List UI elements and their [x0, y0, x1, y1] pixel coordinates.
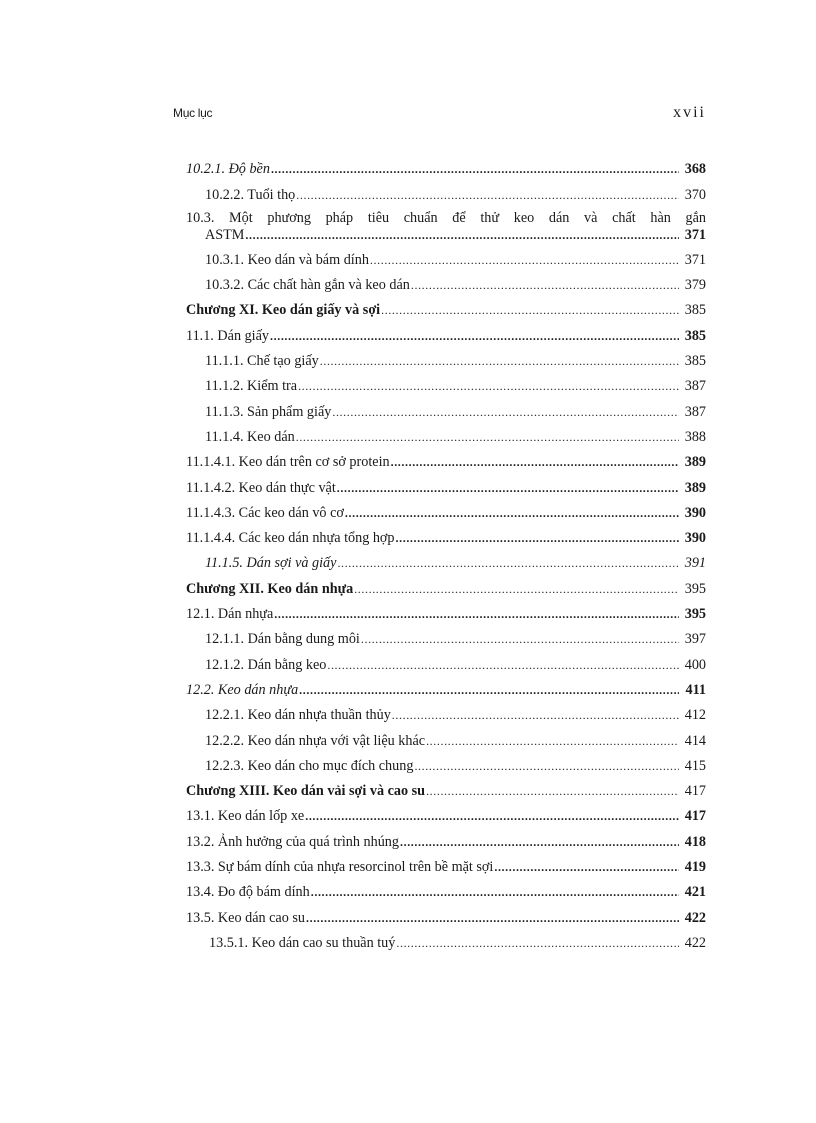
- toc-entry: [186, 269, 706, 294]
- toc-entry-leader: [337, 555, 679, 572]
- toc-entry: [186, 674, 706, 699]
- toc-entry-page: 419: [684, 859, 706, 876]
- toc-entry-label-line1: 10.3. Một phương pháp tiêu chuẩn để thử keo dán và chất hàn gắn: [186, 209, 706, 226]
- toc-entry-page: 388: [684, 428, 706, 445]
- toc-entry-page: 411: [685, 681, 706, 698]
- toc-entry: [186, 825, 706, 850]
- toc-entry-page: 417: [684, 783, 706, 800]
- toc-entry: [186, 370, 706, 395]
- toc-entry-label: 12.1.1. Dán bằng dung môi: [205, 631, 360, 648]
- toc-entry-label: 12.1.2. Dán bằng keo: [205, 656, 327, 673]
- toc-entry-page: 422: [684, 909, 706, 926]
- toc-entry-label: 10.2.2. Tuổi thọ: [205, 186, 296, 203]
- running-title: Mục lục: [173, 106, 213, 120]
- toc-entry-line2: [186, 227, 706, 244]
- toc-entry-label: ASTM: [205, 226, 245, 243]
- toc-entry-label: 11.1.2. Kiểm tra: [205, 378, 298, 395]
- toc-entry-leader: [396, 935, 679, 952]
- toc-entry-page: 368: [684, 161, 706, 178]
- toc-entry-page: 400: [684, 656, 706, 673]
- toc-entry-label: 12.2.1. Keo dán nhựa thuần thủy: [205, 707, 391, 724]
- toc-entry-leader: [392, 707, 679, 724]
- toc-entry: [186, 345, 706, 370]
- toc-entry-label: 11.1.5. Dán sợi và giấy: [205, 555, 337, 572]
- toc-entry-label: 11.1.4.2. Keo dán thực vật: [186, 479, 336, 496]
- toc-entry-label: 13.5.1. Keo dán cao su thuần tuý: [209, 934, 396, 951]
- toc-entry-leader: [370, 252, 679, 269]
- toc-entry: [186, 876, 706, 901]
- toc-entry-label: 12.2.3. Keo dán cho mục đích chung: [205, 757, 414, 774]
- toc-entry-leader: [332, 404, 679, 421]
- toc-entry-page: 390: [684, 504, 706, 521]
- toc-entry-leader: [327, 657, 679, 674]
- toc-entry: [186, 547, 706, 572]
- toc-entry-page: 371: [684, 251, 706, 268]
- toc-entry-label: Chương XI. Keo dán giấy và sợi: [186, 302, 381, 319]
- toc-entry: [186, 446, 706, 471]
- toc-entry-label: Chương XII. Keo dán nhựa: [186, 580, 354, 597]
- toc-entry: [186, 724, 706, 749]
- toc-entry-page: 417: [684, 808, 706, 825]
- toc-entry: [186, 522, 706, 547]
- toc-entry-page: 389: [684, 479, 706, 496]
- toc-entry: [186, 178, 706, 203]
- toc-entry-leader: [296, 429, 679, 446]
- toc-entry-page: 415: [684, 757, 706, 774]
- toc-entry: [186, 851, 706, 876]
- toc-entry-page: 370: [684, 186, 706, 203]
- toc-entry-page: 385: [684, 353, 706, 370]
- toc-entry-label: 11.1.4.4. Các keo dán nhựa tổng hợp: [186, 530, 395, 547]
- page-number: xvii: [673, 104, 706, 121]
- toc-entry-page: 418: [684, 833, 706, 850]
- toc-entry-label: 10.3.1. Keo dán và bám dính: [205, 251, 369, 268]
- toc-entry: [186, 750, 706, 775]
- toc-entry: [186, 294, 706, 319]
- toc-entry-page: 412: [684, 707, 706, 724]
- toc-entry-page: 387: [684, 378, 706, 395]
- toc-entry-leader: [354, 581, 679, 598]
- toc-entry: [186, 572, 706, 597]
- toc-entry: [186, 319, 706, 344]
- toc-entry-leader: [426, 733, 679, 750]
- toc-entry-leader: [305, 808, 679, 825]
- toc-entry-label: 10.3.2. Các chất hàn gắn và keo dán: [205, 277, 410, 294]
- toc-entry-label: 11.1.1. Chế tạo giấy: [205, 353, 319, 370]
- toc-entry: [186, 775, 706, 800]
- toc-entry-page: 379: [684, 277, 706, 294]
- toc-entry: [186, 497, 706, 522]
- toc-entry-label: 11.1.4.1. Keo dán trên cơ sở protein: [186, 454, 390, 471]
- toc-entry-label: 12.2. Keo dán nhựa: [186, 681, 299, 698]
- toc-entry-label: 13.5. Keo dán cao su: [186, 909, 305, 926]
- toc-entry-leader: [274, 606, 679, 623]
- toc-entry-leader: [337, 480, 679, 497]
- toc-entry-leader: [271, 161, 679, 178]
- toc-entry-leader: [411, 277, 679, 294]
- toc-entry-page: 422: [684, 934, 706, 951]
- toc-entry-leader: [396, 530, 679, 547]
- toc-entry-leader: [298, 378, 679, 395]
- toc-entry-page: 389: [684, 454, 706, 471]
- toc-entry-label: 12.1. Dán nhựa: [186, 606, 274, 623]
- toc-entry-label: 11.1. Dán giấy: [186, 327, 270, 344]
- toc-entry-leader: [311, 884, 679, 901]
- toc-entry-label: 13.1. Keo dán lốp xe: [186, 808, 305, 825]
- toc-entry-leader: [381, 302, 679, 319]
- toc-entry-page: 414: [684, 732, 706, 749]
- toc-entry-leader: [361, 631, 679, 648]
- toc-entry-leader: [391, 454, 679, 471]
- toc-entry-leader: [299, 682, 679, 699]
- toc-entry-leader: [426, 783, 679, 800]
- toc-entry-page: 421: [684, 884, 706, 901]
- toc-entry: [186, 204, 706, 244]
- toc-entry-page: 395: [684, 606, 706, 623]
- toc-entry-label: 13.4. Đo độ bám dính: [186, 884, 310, 901]
- toc-entry-page: 391: [684, 555, 706, 572]
- toc-entry-label: 11.1.4.3. Các keo dán vô cơ: [186, 504, 344, 521]
- toc-entry-page: 390: [684, 530, 706, 547]
- toc-entry-label: 10.2.1. Độ bền: [186, 161, 270, 178]
- toc-entry-label: 12.2.2. Keo dán nhựa với vật liệu khác: [205, 732, 426, 749]
- toc-entry: [186, 699, 706, 724]
- toc-entry-page: 395: [684, 580, 706, 597]
- toc-entry-page: 397: [684, 631, 706, 648]
- toc-entry-label: 13.2. Ảnh hưởng của quá trình nhúng: [186, 833, 399, 850]
- toc-entry: [186, 395, 706, 420]
- toc-entry-page: 385: [684, 327, 706, 344]
- toc-entry-leader: [296, 187, 679, 204]
- toc-entry-label: 11.1.3. Sản phẩm giấy: [205, 403, 332, 420]
- toc-entry-page: 385: [684, 302, 706, 319]
- toc-entry-page: 371: [684, 226, 706, 243]
- toc-entry-leader: [345, 505, 679, 522]
- toc-entry-label: 11.1.4. Keo dán: [205, 428, 295, 445]
- toc-entry: [186, 244, 706, 269]
- toc-entry: [186, 623, 706, 648]
- toc-entry-leader: [414, 758, 679, 775]
- toc-entry: [186, 800, 706, 825]
- toc-entry: [186, 153, 706, 178]
- toc-entry-leader: [245, 227, 679, 244]
- toc-entry-label: 13.3. Sự bám dính của nhựa resorcinol trên bề mặt sợi: [186, 859, 494, 876]
- toc-entry-label: Chương XIII. Keo dán vải sợi và cao su: [186, 783, 426, 800]
- toc-entry-leader: [270, 328, 679, 345]
- toc-entry-leader: [400, 834, 679, 851]
- toc-entry: [186, 471, 706, 496]
- toc-entry: [186, 598, 706, 623]
- toc-entry-leader: [494, 859, 679, 876]
- toc-entry-leader: [306, 910, 679, 927]
- toc-entry-page: 387: [684, 403, 706, 420]
- toc-entry: [186, 421, 706, 446]
- table-of-contents: [186, 153, 706, 952]
- toc-entry-leader: [320, 353, 679, 370]
- toc-entry: [186, 901, 706, 926]
- toc-entry: [186, 648, 706, 673]
- toc-entry: [186, 927, 706, 952]
